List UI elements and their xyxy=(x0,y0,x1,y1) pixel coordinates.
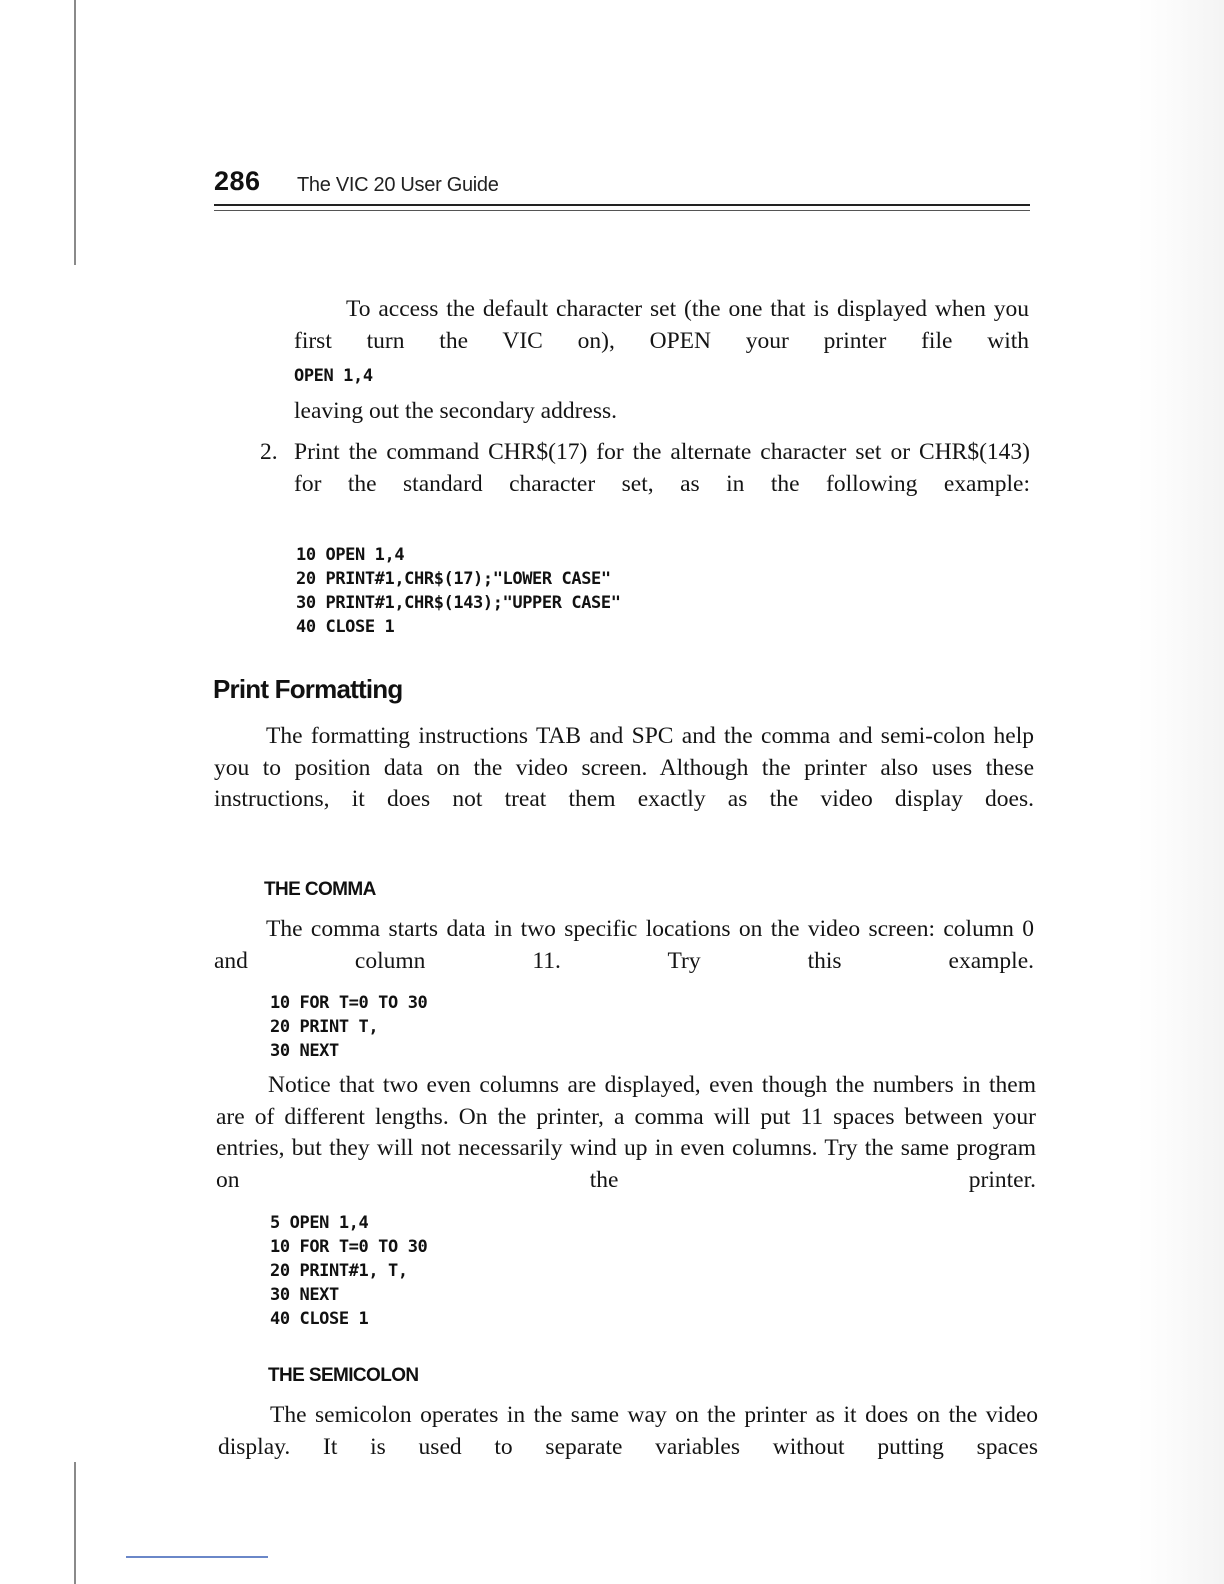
code-line: 30 PRINT#1,CHR$(143);"UPPER CASE" xyxy=(296,593,621,613)
code-line: 30 NEXT xyxy=(270,1285,339,1305)
intro-code: OPEN 1,4 xyxy=(294,366,373,386)
scan-page-edge xyxy=(1138,0,1224,1584)
step2-text: Print the command CHR$(17) for the alternate character set or CHR$(143) for the standard character set, as in the following example: xyxy=(294,439,1030,497)
header-rule-thin xyxy=(214,210,1030,211)
code-line: 10 FOR T=0 TO 30 xyxy=(270,1237,428,1257)
print-formatting-paragraph: The formatting instructions TAB and SPC and the comma and semi-colon help you to position data on the video screen. Although the printer also uses these instructions, it does not treat them exactly as the video display does. xyxy=(214,723,1034,812)
code-line: 20 PRINT T, xyxy=(270,1017,379,1037)
header-rule xyxy=(214,204,1030,206)
semicolon-paragraph: The semicolon operates in the same way on the printer as it does on the video display. It is used to separate variables without putting spaces xyxy=(218,1402,1038,1460)
code-line: 40 CLOSE 1 xyxy=(296,617,395,637)
comma-paragraph-1: The comma starts data in two specific locations on the video screen: column 0 and column 11. Try this example. xyxy=(214,916,1034,974)
sub-heading-comma: THE COMMA xyxy=(264,879,376,900)
intro-after-code: leaving out the secondary address. xyxy=(294,398,618,424)
running-title: The VIC 20 User Guide xyxy=(297,174,499,196)
comma-paragraph-2: Notice that two even columns are displayed, even though the numbers in them are of different lengths. On the printer, a comma will put 11 spaces between your entries, but they will not necessarily wind up in even columns. Try the same program on the printer. xyxy=(216,1072,1036,1193)
step2-code xyxy=(296,543,621,639)
sub-heading-semicolon: THE SEMICOLON xyxy=(268,1365,419,1386)
comma-code-1 xyxy=(270,991,427,1063)
code-line: 40 CLOSE 1 xyxy=(270,1309,369,1329)
code-line: 5 OPEN 1,4 xyxy=(270,1213,369,1233)
code-line: 20 PRINT#1,CHR$(17);"LOWER CASE" xyxy=(296,569,611,589)
section-heading-print-formatting: Print Formatting xyxy=(213,674,403,704)
code-line: 20 PRINT#1, T, xyxy=(270,1261,408,1281)
scan-edge-line-blue xyxy=(126,1556,268,1558)
page-number: 286 xyxy=(214,166,261,196)
intro-paragraph: To access the default character set (the one that is displayed when you first turn the VIC on), OPEN your printer file with xyxy=(294,296,1029,354)
comma-code-2 xyxy=(270,1211,427,1331)
code-line: 10 OPEN 1,4 xyxy=(296,545,405,565)
page-header xyxy=(214,166,1030,216)
scan-edge-line-bottom xyxy=(74,1462,76,1584)
list-marker-2: 2. xyxy=(260,439,278,465)
code-line: 30 NEXT xyxy=(270,1041,339,1061)
code-line: 10 FOR T=0 TO 30 xyxy=(270,993,428,1013)
scan-edge-line-top xyxy=(74,0,76,265)
